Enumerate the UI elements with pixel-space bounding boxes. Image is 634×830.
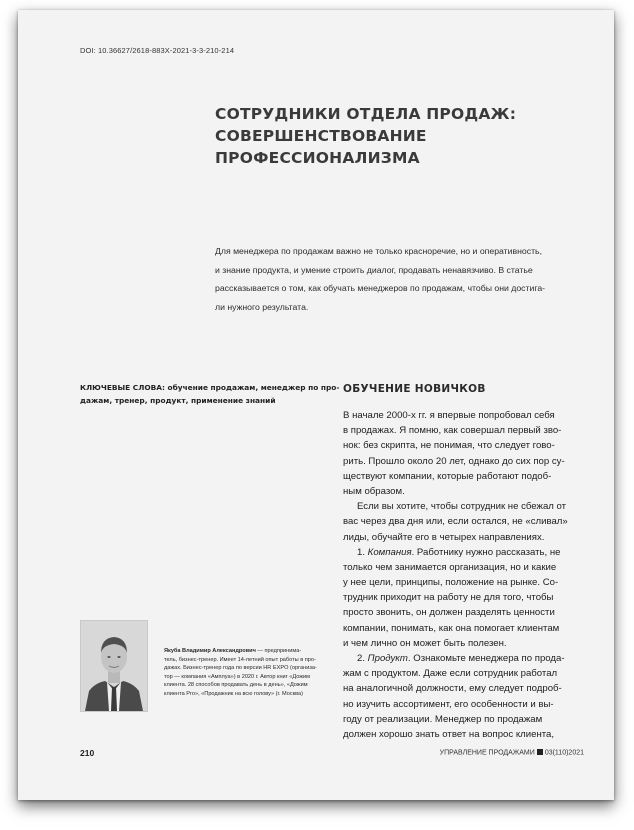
- magazine-page: [18, 10, 614, 800]
- article-title: [215, 103, 545, 169]
- doi: DOI: 10.36627/2618-883X-2021-3-3-210-214: [80, 46, 235, 55]
- author-bio: [164, 647, 324, 699]
- body-line: В начале 2000-х гг. я впервые попробовал себя: [343, 410, 555, 421]
- author-name: Якуба Владимир Александрович: [164, 648, 256, 654]
- keywords-line: КЛЮЧЕВЫЕ СЛОВА: обучение продажам, менеджер по про-: [80, 383, 340, 392]
- body-line: году от реализации. Менеджер по продажам: [343, 713, 543, 725]
- abstract-line: и знание продукта, и умение строить диалог, продавать ненавязчиво. В статье: [215, 264, 533, 275]
- page-number: 210: [80, 748, 95, 758]
- body-line: только чем занимается организация, но и какие: [343, 561, 557, 573]
- abstract-line: рассказывается о том, как обучать менеджеров по продажам, чтобы они достига-: [215, 283, 546, 293]
- body-line: и чем лично он может быть полезен.: [343, 637, 507, 649]
- body-line: Если вы хотите, чтобы сотрудник не сбежал от: [357, 501, 567, 513]
- body-line-text: . Работнику нужно рассказать, не: [411, 546, 561, 558]
- section-title: ОБУЧЕНИЕ НОВИЧКОВ: [343, 383, 486, 395]
- body-line: у нее цели, принципы, положение на рынке. Со-: [343, 577, 559, 589]
- body-line: вас через два дня или, если остался, не «сливал»: [343, 516, 568, 528]
- list-number: 1.: [357, 546, 368, 558]
- author-bio-line: клиента Pro», «Продажник на всю голову» (г. Москва): [164, 690, 303, 697]
- list-item-heading: Продукт: [367, 653, 408, 664]
- body-line: просто звонить, он должен разделять ценности: [343, 607, 555, 619]
- body-line-text: . Ознакомьте менеджера по прода-: [407, 653, 565, 664]
- abstract-line: ли нужного результата.: [215, 301, 309, 312]
- body-line: ществуют компании, которые работают подоб-: [343, 470, 552, 482]
- keywords-line: дажам, тренер, продукт, применение знаний: [80, 396, 276, 405]
- author-bio-line: — предпринима-: [255, 648, 302, 654]
- body-line: на аналогичной должности, ему следует подроб-: [343, 683, 562, 695]
- body-line: компании, понимать, как она помогает клиентам: [343, 622, 560, 634]
- journal-footer: [440, 749, 584, 757]
- body-line: в продажах. Я помню, как совершал первый зво-: [343, 425, 562, 437]
- title-line: СОВЕРШЕНСТВОВАНИЕ: [215, 127, 427, 145]
- author-photo: [80, 620, 148, 712]
- list-item-heading: Компания: [367, 546, 412, 558]
- body-line: трудник приходит на работу не для того, чтобы: [343, 592, 554, 604]
- square-bullet-icon: [537, 749, 543, 755]
- body-line: нок: без скрипта, не понимая, что следует гово-: [343, 440, 555, 452]
- title-line: СОТРУДНИКИ ОТДЕЛА ПРОДАЖ:: [215, 105, 517, 123]
- body-line: [343, 545, 588, 560]
- body-line: [343, 651, 588, 666]
- author-portrait-image: [81, 621, 147, 711]
- list-number: 2.: [357, 653, 368, 664]
- author-bio-line: тель, бизнес-тренер. Имеет 14-летний опыт работы в про-: [164, 656, 316, 663]
- body-line: рить. Прошло около 20 лет, однако до сих пор су-: [343, 455, 565, 467]
- body-line: лиды, обучайте его в четырех направлениях.: [343, 531, 545, 543]
- journal-name: УПРАВЛЕНИЕ ПРОДАЖАМИ: [439, 749, 535, 757]
- body-line: жам с продуктом. Даже если сотрудник работал: [343, 668, 558, 680]
- article-body: [343, 408, 588, 742]
- journal-issue: 03(110)2021: [544, 749, 584, 757]
- body-line: но изучить ассортимент, его особенности и вы-: [343, 698, 554, 710]
- abstract: [215, 242, 590, 316]
- keywords: [80, 381, 340, 407]
- abstract-line: Для менеджера по продажам важно не только красноречие, но и оперативность,: [215, 246, 543, 256]
- author-bio-line: клиента. 28 способов продавать день в день», «Дожим: [164, 682, 308, 689]
- title-line: ПРОФЕССИОНАЛИЗМА: [215, 149, 420, 167]
- author-bio-line: дажах. Бизнес-тренер года по версии HR EXPO (организа-: [164, 665, 317, 672]
- author-bio-line: тор — компания «Амплуа») в 2020 г. Автор книг «Дожим: [164, 673, 311, 680]
- body-line: должен хорошо знать ответ на вопрос клиента,: [343, 728, 555, 740]
- body-line: ным образом.: [343, 485, 405, 497]
